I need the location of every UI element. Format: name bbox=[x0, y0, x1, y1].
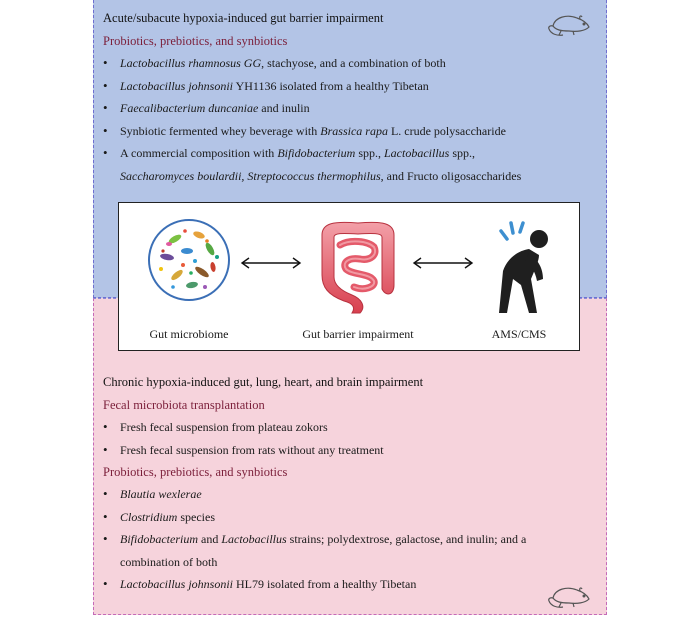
list-item: • A commercial composition with Bifidobacterium spp., Lactobacillus spp., Saccharomyces boulardii, Streptococcus thermophilus, and Fructo oligosaccharides bbox=[103, 142, 521, 187]
acute-subtitle-probiotics: Probiotics, prebiotics, and synbiotics bbox=[103, 34, 288, 48]
list-item: • Fresh fecal suspension from plateau zokors bbox=[103, 416, 384, 439]
list-item: • Faecalibacterium duncaniae and inulin bbox=[103, 97, 521, 120]
fmt-list bbox=[103, 416, 384, 461]
acute-section-title: Acute/subacute hypoxia-induced gut barrier impairment bbox=[103, 11, 384, 25]
rat-icon bbox=[547, 582, 593, 612]
double-arrow-icon bbox=[239, 256, 303, 270]
double-arrow-icon bbox=[411, 256, 475, 270]
gut-axis-figure bbox=[118, 202, 580, 351]
acute-treatment-list bbox=[103, 52, 521, 187]
microbiome-circle-icon bbox=[147, 217, 231, 303]
chronic-probiotics-list bbox=[103, 483, 526, 596]
list-item: • Synbiotic fermented whey beverage with Brassica rapa L. crude polysaccharide bbox=[103, 120, 521, 143]
list-item: • Lactobacillus rhamnosus GG, stachyose, and a combination of both bbox=[103, 52, 521, 75]
chronic-subtitle-probiotics: Probiotics, prebiotics, and synbiotics bbox=[103, 465, 288, 479]
list-item: • Bifidobacterium and Lactobacillus strains; polydextrose, galactose, and inulin; and a combination of both bbox=[103, 528, 526, 573]
chronic-subtitle-fmt: Fecal microbiota transplantation bbox=[103, 398, 265, 412]
label-gut-barrier-impairment: Gut barrier impairment bbox=[302, 327, 414, 341]
list-item: • Fresh fecal suspension from rats without any treatment bbox=[103, 439, 384, 462]
label-gut-microbiome: Gut microbiome bbox=[149, 327, 229, 341]
list-item: • Lactobacillus johnsonii HL79 isolated from a healthy Tibetan bbox=[103, 573, 526, 596]
person-in-pain-icon bbox=[477, 209, 561, 321]
list-item: • Lactobacillus johnsonii YH1136 isolated from a healthy Tibetan bbox=[103, 75, 521, 98]
list-item: • Blautia wexlerae bbox=[103, 483, 526, 506]
label-ams-cms: AMS/CMS bbox=[491, 327, 547, 341]
intestine-icon bbox=[312, 215, 404, 315]
rat-icon bbox=[547, 10, 593, 40]
chronic-section-title: Chronic hypoxia-induced gut, lung, heart, and brain impairment bbox=[103, 375, 424, 389]
list-item: • Clostridium species bbox=[103, 506, 526, 529]
